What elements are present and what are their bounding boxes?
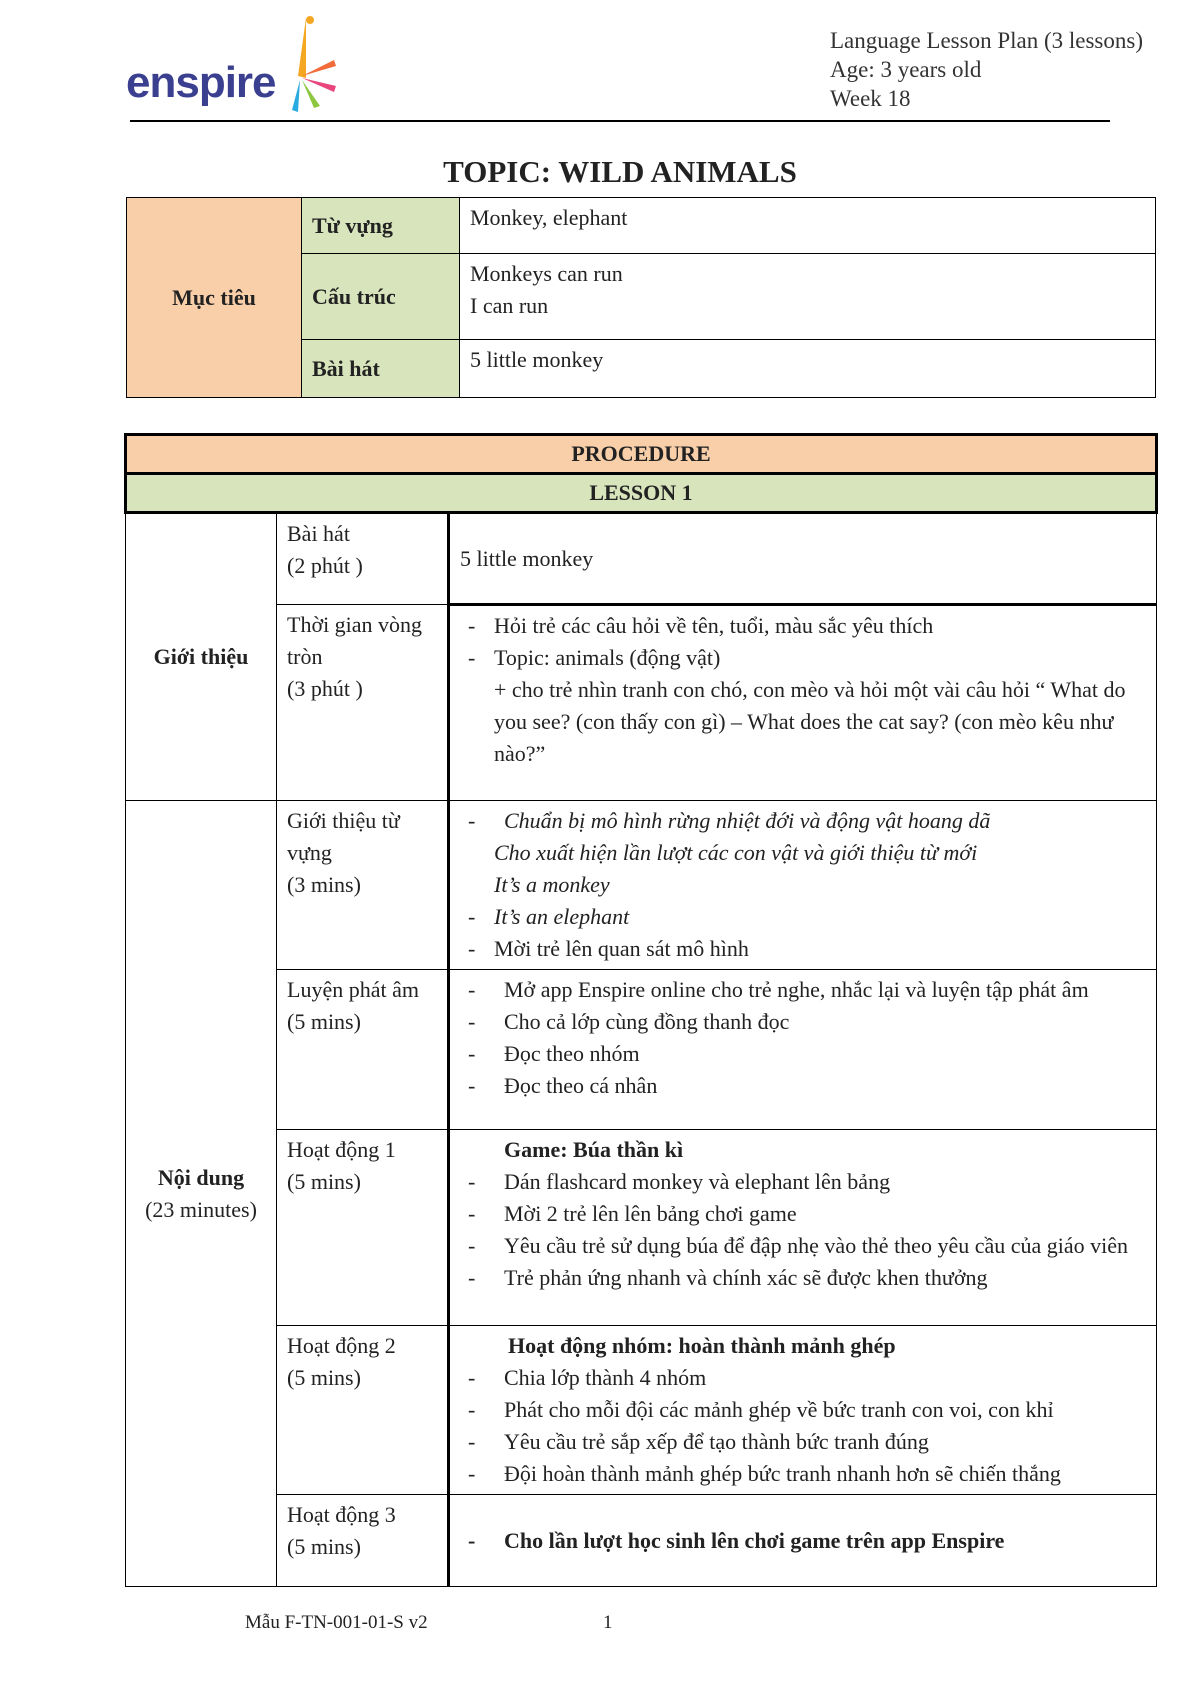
song-value: 5 little monkey — [460, 340, 1156, 398]
activity-time: (5 mins) — [287, 1169, 361, 1194]
content-section-time: (23 minutes) — [145, 1196, 257, 1222]
header-info — [830, 26, 1143, 113]
content-section-cell — [126, 801, 277, 1587]
list-item: - Mở app Enspire online cho trẻ nghe, nhắc lại và luyện tập phát âm — [460, 974, 1146, 1006]
activity-2-cell — [277, 1326, 449, 1495]
vocab-value: Monkey, elephant — [460, 198, 1156, 254]
activity-time: (5 mins) — [287, 1009, 361, 1034]
enspire-logo — [126, 14, 346, 114]
list-item: - Trẻ phản ứng nhanh và chính xác sẽ được khen thưởng — [460, 1262, 1146, 1294]
activity-1-cell — [277, 1130, 449, 1326]
structure-value — [460, 254, 1156, 340]
list-item: - Dán flashcard monkey và elephant lên bảng — [460, 1166, 1146, 1198]
header-divider — [130, 120, 1110, 122]
lesson-header: LESSON 1 — [126, 474, 1157, 513]
list-item: - Cho lần lượt học sinh lên chơi game trên app Enspire — [460, 1525, 1146, 1557]
vocab-activity-cell — [277, 801, 449, 970]
list-item: - Hỏi trẻ các câu hỏi về tên, tuổi, màu sắc yêu thích — [460, 610, 1146, 642]
pronunciation-content — [449, 970, 1157, 1130]
list-item: It’s a monkey — [494, 872, 610, 897]
activity-label: Thời gian vòng tròn — [287, 612, 423, 669]
list-item: - Yêu cầu trẻ sử dụng búa để đập nhẹ vào thẻ theo yêu cầu của giáo viên — [460, 1230, 1146, 1262]
procedure-header: PROCEDURE — [126, 435, 1157, 474]
structure-line: I can run — [470, 293, 549, 318]
list-item: + cho trẻ nhìn tranh con chó, con mèo và hỏi một vài câu hỏi “ What do you see? (con thấy con gì) – What does the cat say? (con mèo kêu như nào?” — [494, 677, 1126, 766]
list-item: - It’s an elephant — [460, 901, 1146, 933]
lesson-plan-title: Language Lesson Plan (3 lessons) — [830, 28, 1143, 53]
content-section-label: Nội dung — [157, 1164, 245, 1190]
activity-time: (5 mins) — [287, 1534, 361, 1559]
list-item: - Mời trẻ lên quan sát mô hình — [460, 933, 1146, 965]
song-content: 5 little monkey — [449, 513, 1157, 605]
list-item: - Chuẩn bị mô hình rừng nhiệt đới và động vật hoang dã — [460, 805, 1146, 837]
activity-3-content — [449, 1495, 1157, 1587]
activity-label: Hoạt động 3 — [287, 1502, 396, 1527]
activity-label: Giới thiệu từ vựng — [287, 808, 400, 865]
vocab-content — [449, 801, 1157, 970]
song-activity-cell — [277, 513, 449, 605]
list-item: - Cho cả lớp cùng đồng thanh đọc — [460, 1006, 1146, 1038]
list-item: - Đọc theo nhóm — [460, 1038, 1146, 1070]
list-item: Cho xuất hiện lần lượt các con vật và giới thiệu từ mới — [494, 840, 978, 865]
circle-content — [449, 605, 1157, 801]
list-item: - Đội hoàn thành mảnh ghép bức tranh nhanh hơn sẽ chiến thắng — [460, 1458, 1146, 1490]
list-item: - Đọc theo cá nhân — [460, 1070, 1146, 1102]
list-item: - Mời 2 trẻ lên lên bảng chơi game — [460, 1198, 1146, 1230]
structure-label: Cấu trúc — [302, 254, 460, 340]
list-item: - Topic: animals (động vật) — [460, 642, 1146, 674]
age-label: Age: 3 years old — [830, 57, 982, 82]
activity-label: Hoạt động 2 — [287, 1333, 396, 1358]
activity-2-title: Hoạt động nhóm: hoàn thành mảnh ghép — [508, 1333, 896, 1358]
list-item: - Phát cho mỗi đội các mảnh ghép về bức tranh con voi, con khỉ — [460, 1394, 1146, 1426]
song-label: Bài hát — [302, 340, 460, 398]
vocab-label: Từ vựng — [302, 198, 460, 254]
list-item: - Chia lớp thành 4 nhóm — [460, 1362, 1146, 1394]
footer-form-code: Mẫu F-TN-001-01-S v2 — [245, 1612, 428, 1633]
circle-activity-cell — [277, 605, 449, 801]
activity-label: Bài hát — [287, 521, 350, 546]
intro-section-label: Giới thiệu — [126, 513, 277, 801]
week-label: Week 18 — [830, 86, 911, 111]
logo-wordmark: enspire — [126, 58, 276, 107]
activity-time: (5 mins) — [287, 1365, 361, 1390]
activity-3-cell — [277, 1495, 449, 1587]
activity-1-title: Game: Búa thần kì — [504, 1137, 684, 1162]
structure-line: Monkeys can run — [470, 261, 623, 286]
activity-1-content — [449, 1130, 1157, 1326]
activity-label: Hoạt động 1 — [287, 1137, 396, 1162]
activity-time: (3 mins) — [287, 872, 361, 897]
activity-time: (3 phút ) — [287, 676, 363, 701]
page-number: 1 — [603, 1612, 613, 1633]
pronunciation-activity-cell — [277, 970, 449, 1130]
procedure-table — [124, 433, 1158, 1587]
objectives-table — [126, 197, 1156, 398]
topic-title: TOPIC: WILD ANIMALS — [443, 154, 797, 189]
activity-label: Luyện phát âm — [287, 977, 419, 1002]
list-item: - Yêu cầu trẻ sắp xếp để tạo thành bức tranh đúng — [460, 1426, 1146, 1458]
logo-figure-icon — [276, 14, 346, 114]
activity-time: (2 phút ) — [287, 553, 363, 578]
objectives-section-label: Mục tiêu — [127, 198, 302, 398]
activity-2-content — [449, 1326, 1157, 1495]
